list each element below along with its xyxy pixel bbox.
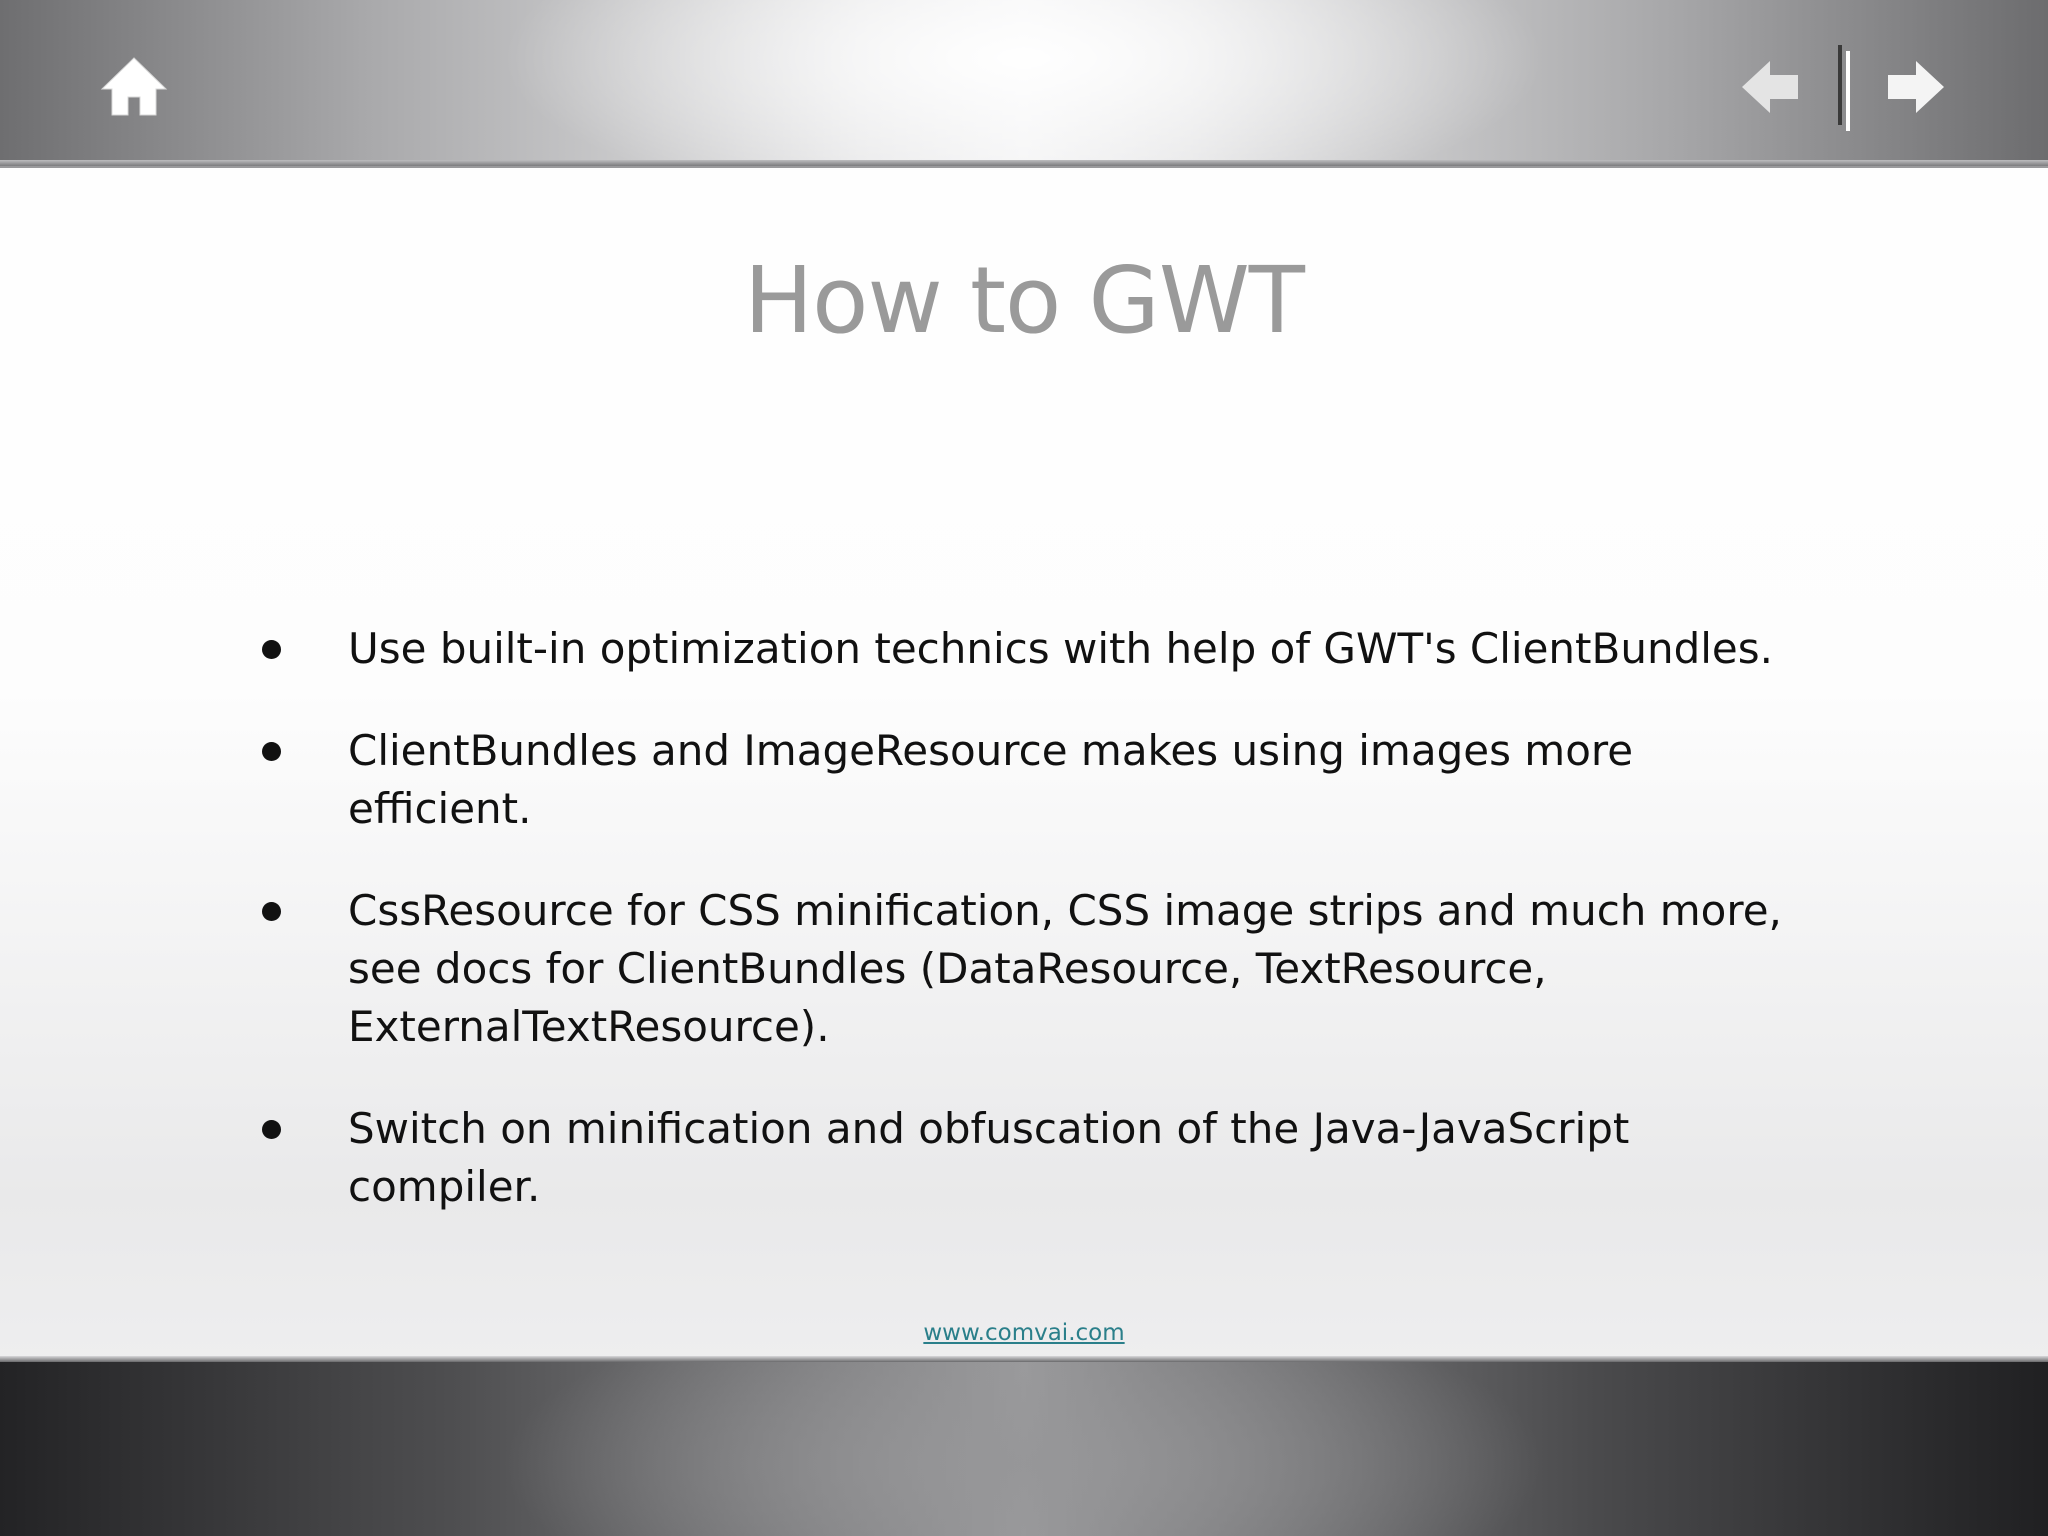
list-item: [250, 722, 1810, 838]
list-item: [250, 1100, 1810, 1216]
bullet-text: Use built-in optimization technics with help of GWT's ClientBundles.: [348, 624, 1773, 673]
bullet-list: [250, 620, 1810, 1260]
bottom-bar: [0, 1356, 2048, 1536]
home-button[interactable]: [100, 55, 168, 117]
top-toolbar: [0, 0, 2048, 166]
bullet-text: Switch on minification and obfuscation of the Java-JavaScript compiler.: [348, 1104, 1630, 1211]
slide-title: How to GWT: [743, 247, 1304, 354]
bullet-icon: [262, 640, 281, 659]
arrow-left-icon: [1740, 55, 1804, 119]
home-icon: [100, 55, 168, 117]
footer-link[interactable]: www.comvai.com: [923, 1320, 1125, 1346]
next-slide-button[interactable]: [1882, 55, 1946, 119]
bullet-text: ClientBundles and ImageResource makes using images more efficient.: [348, 726, 1634, 833]
bullet-icon: [262, 742, 281, 761]
previous-slide-button[interactable]: [1740, 55, 1804, 119]
footer: [0, 1320, 2048, 1346]
bullet-text: CssResource for CSS minification, CSS image strips and much more, see docs for ClientBundles (DataResource, TextResource, ExternalTextResource).: [348, 886, 1782, 1051]
arrow-right-icon: [1882, 55, 1946, 119]
bullet-icon: [262, 902, 281, 921]
list-item: [250, 882, 1810, 1056]
nav-divider: [1838, 45, 1852, 131]
bullet-icon: [262, 1120, 281, 1139]
list-item: [250, 620, 1810, 678]
